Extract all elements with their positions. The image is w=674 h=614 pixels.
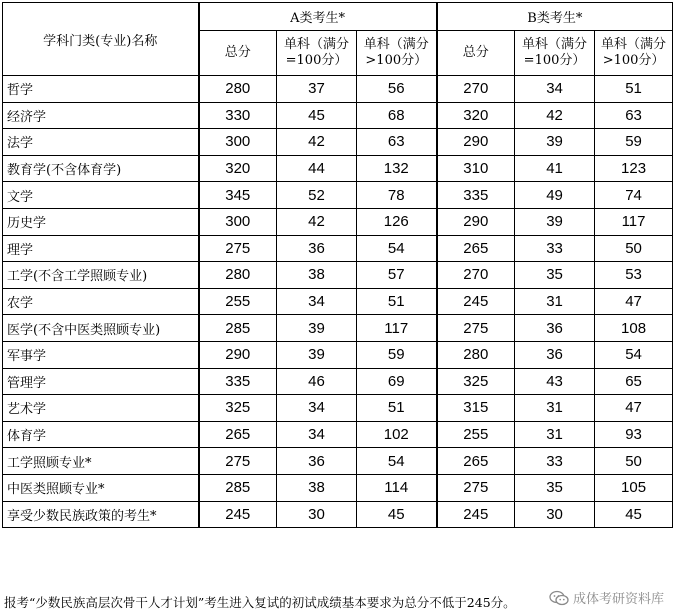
b-single-high: 54 <box>595 341 673 368</box>
b-total: 290 <box>437 208 515 235</box>
b-total: 275 <box>437 474 515 501</box>
table-row <box>3 341 673 368</box>
category-name: 中医类照顾专业* <box>3 474 199 501</box>
a-total: 330 <box>199 102 277 129</box>
a-total: 300 <box>199 208 277 235</box>
a-single-low: 36 <box>277 235 357 262</box>
b-single-low: 39 <box>515 129 595 156</box>
b-single-high: 50 <box>595 448 673 475</box>
a-total: 275 <box>199 448 277 475</box>
a-single-high: 63 <box>357 129 437 156</box>
a-single-high: 51 <box>357 395 437 422</box>
a-single-high: 54 <box>357 448 437 475</box>
b-single-high: 117 <box>595 208 673 235</box>
table-row <box>3 395 673 422</box>
a-single-low: 39 <box>277 341 357 368</box>
b-single-low: 30 <box>515 501 595 528</box>
b-total: 255 <box>437 421 515 448</box>
a-single-high: 117 <box>357 315 437 342</box>
watermark-text: 成体考研资料库 <box>572 592 664 607</box>
b-single-low: 31 <box>515 395 595 422</box>
b-single-high: 65 <box>595 368 673 395</box>
b-total: 275 <box>437 315 515 342</box>
category-name: 医学(不含中医类照顾专业) <box>3 315 199 342</box>
col-header-a-total <box>199 31 277 76</box>
a-total: 290 <box>199 341 277 368</box>
a-single-low: 34 <box>277 395 357 422</box>
score-table <box>2 2 673 528</box>
category-name: 工学(不含工学照顾专业) <box>3 262 199 289</box>
score-table-body <box>3 76 673 528</box>
category-name: 理学 <box>3 235 199 262</box>
b-total: 265 <box>437 235 515 262</box>
wechat-icon <box>549 590 569 606</box>
a-total: 300 <box>199 129 277 156</box>
a-single-low: 34 <box>277 288 357 315</box>
col-header-line: =100分） <box>285 53 348 68</box>
table-row <box>3 235 673 262</box>
b-total: 320 <box>437 102 515 129</box>
col-header-a-single-high <box>357 31 437 76</box>
category-name: 体育学 <box>3 421 199 448</box>
a-single-low: 44 <box>277 155 357 182</box>
b-single-high: 47 <box>595 395 673 422</box>
b-single-high: 53 <box>595 262 673 289</box>
b-total: 335 <box>437 182 515 209</box>
b-single-high: 59 <box>595 129 673 156</box>
col-header-label: 总分 <box>462 45 489 60</box>
col-header-line: 单科（满分 <box>283 37 349 52</box>
a-single-low: 45 <box>277 102 357 129</box>
a-total: 285 <box>199 474 277 501</box>
a-single-high: 114 <box>357 474 437 501</box>
b-single-high: 123 <box>595 155 673 182</box>
a-total: 265 <box>199 421 277 448</box>
group-header-b: B类考生* <box>437 3 673 31</box>
watermark <box>547 588 666 607</box>
b-total: 325 <box>437 368 515 395</box>
b-single-low: 35 <box>515 474 595 501</box>
col-header-line: 单科（满分 <box>601 37 667 52</box>
category-name: 管理学 <box>3 368 199 395</box>
table-row <box>3 448 673 475</box>
b-single-low: 49 <box>515 182 595 209</box>
a-total: 275 <box>199 235 277 262</box>
b-single-low: 31 <box>515 421 595 448</box>
table-row <box>3 288 673 315</box>
b-total: 270 <box>437 262 515 289</box>
table-row <box>3 474 673 501</box>
col-header-b-total <box>437 31 515 76</box>
b-total: 310 <box>437 155 515 182</box>
a-single-low: 34 <box>277 421 357 448</box>
a-single-high: 56 <box>357 76 437 103</box>
table-row <box>3 129 673 156</box>
a-total: 280 <box>199 76 277 103</box>
b-single-high: 105 <box>595 474 673 501</box>
category-name: 教育学(不含体育学) <box>3 155 199 182</box>
col-header-line: =100分） <box>523 53 586 68</box>
a-single-high: 102 <box>357 421 437 448</box>
category-name: 农学 <box>3 288 199 315</box>
b-single-low: 36 <box>515 341 595 368</box>
a-total: 325 <box>199 395 277 422</box>
col-header-line: >100分） <box>365 53 428 68</box>
a-single-high: 78 <box>357 182 437 209</box>
b-single-low: 36 <box>515 315 595 342</box>
category-name: 法学 <box>3 129 199 156</box>
table-row <box>3 182 673 209</box>
col-header-line: >100分） <box>602 53 665 68</box>
a-single-low: 38 <box>277 474 357 501</box>
table-row <box>3 208 673 235</box>
category-header: 学科门类(专业)名称 <box>3 3 199 76</box>
b-single-high: 50 <box>595 235 673 262</box>
category-name: 哲学 <box>3 76 199 103</box>
a-single-high: 54 <box>357 235 437 262</box>
b-single-low: 33 <box>515 235 595 262</box>
b-single-low: 31 <box>515 288 595 315</box>
a-single-low: 39 <box>277 315 357 342</box>
col-header-a-single-low <box>277 31 357 76</box>
b-single-high: 47 <box>595 288 673 315</box>
b-single-high: 45 <box>595 501 673 528</box>
a-single-high: 132 <box>357 155 437 182</box>
a-single-low: 46 <box>277 368 357 395</box>
b-single-low: 42 <box>515 102 595 129</box>
b-single-low: 41 <box>515 155 595 182</box>
a-single-high: 69 <box>357 368 437 395</box>
a-total: 335 <box>199 368 277 395</box>
a-single-low: 38 <box>277 262 357 289</box>
a-single-low: 30 <box>277 501 357 528</box>
a-single-low: 37 <box>277 76 357 103</box>
b-total: 265 <box>437 448 515 475</box>
b-single-low: 34 <box>515 76 595 103</box>
b-total: 315 <box>437 395 515 422</box>
a-total: 280 <box>199 262 277 289</box>
b-single-high: 93 <box>595 421 673 448</box>
a-single-low: 42 <box>277 208 357 235</box>
category-name: 文学 <box>3 182 199 209</box>
a-single-high: 68 <box>357 102 437 129</box>
b-single-high: 51 <box>595 76 673 103</box>
b-single-high: 74 <box>595 182 673 209</box>
table-row <box>3 421 673 448</box>
a-total: 320 <box>199 155 277 182</box>
category-name: 军事学 <box>3 341 199 368</box>
category-name: 艺术学 <box>3 395 199 422</box>
a-single-high: 126 <box>357 208 437 235</box>
a-total: 285 <box>199 315 277 342</box>
b-total: 245 <box>437 501 515 528</box>
table-row <box>3 262 673 289</box>
b-single-low: 35 <box>515 262 595 289</box>
a-single-low: 52 <box>277 182 357 209</box>
a-total: 345 <box>199 182 277 209</box>
b-total: 270 <box>437 76 515 103</box>
table-row <box>3 102 673 129</box>
b-total: 280 <box>437 341 515 368</box>
table-row <box>3 501 673 528</box>
table-row <box>3 155 673 182</box>
b-total: 290 <box>437 129 515 156</box>
b-single-low: 43 <box>515 368 595 395</box>
col-header-line: 单科（满分 <box>363 37 429 52</box>
col-header-b-single-low <box>515 31 595 76</box>
a-single-low: 36 <box>277 448 357 475</box>
a-single-high: 59 <box>357 341 437 368</box>
table-row <box>3 315 673 342</box>
category-name: 历史学 <box>3 208 199 235</box>
category-name: 工学照顾专业* <box>3 448 199 475</box>
col-header-line: 单科（满分 <box>522 37 588 52</box>
a-single-high: 57 <box>357 262 437 289</box>
a-total: 255 <box>199 288 277 315</box>
b-single-high: 108 <box>595 315 673 342</box>
category-name: 经济学 <box>3 102 199 129</box>
group-header-a: A类考生* <box>199 3 437 31</box>
col-header-b-single-high <box>595 31 673 76</box>
a-single-high: 45 <box>357 501 437 528</box>
footnote: 报考“少数民族高层次骨干人才计划”考生进入复试的初试成绩基本要求为总分不低于245分。 <box>4 595 516 610</box>
table-row <box>3 76 673 103</box>
a-single-low: 42 <box>277 129 357 156</box>
b-single-low: 33 <box>515 448 595 475</box>
b-single-high: 63 <box>595 102 673 129</box>
b-total: 245 <box>437 288 515 315</box>
table-row <box>3 368 673 395</box>
col-header-label: 总分 <box>224 45 251 60</box>
b-single-low: 39 <box>515 208 595 235</box>
a-total: 245 <box>199 501 277 528</box>
a-single-high: 51 <box>357 288 437 315</box>
category-name: 享受少数民族政策的考生* <box>3 501 199 528</box>
